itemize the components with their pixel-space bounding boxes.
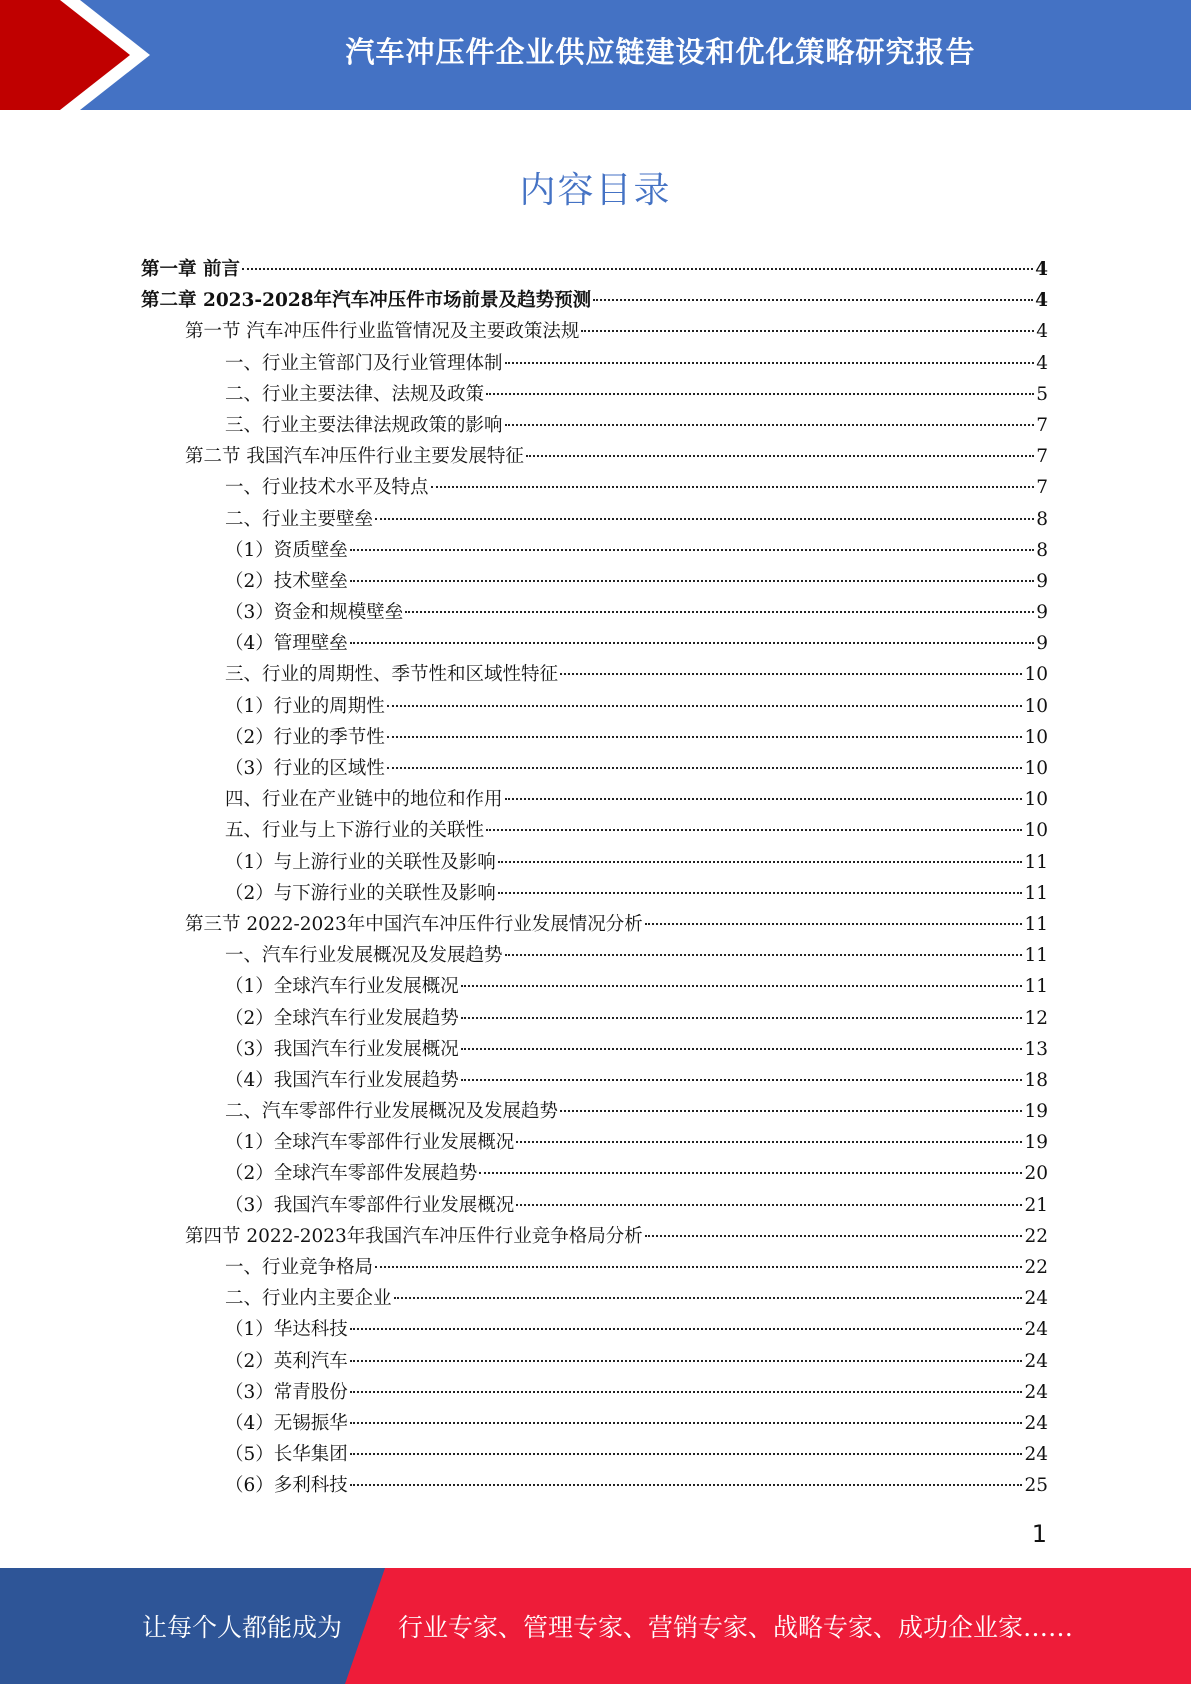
toc-entry-page: 4: [1035, 259, 1048, 280]
footer-banner: [0, 1568, 1191, 1684]
toc-entry-label: 第一节 汽车冲压件行业监管情况及主要政策法规: [185, 321, 580, 343]
toc-entry[interactable]: [141, 504, 1048, 535]
toc-entry-page: 5: [1036, 383, 1048, 405]
toc-entry-page: 10: [1024, 726, 1048, 748]
toc-leader-dots: [505, 954, 1023, 956]
toc-entry[interactable]: [141, 971, 1048, 1002]
table-of-contents: [141, 254, 1048, 1502]
toc-entry-label: 三、行业主要法律法规政策的影响: [225, 414, 503, 436]
toc-entry-page: 9: [1036, 633, 1048, 655]
toc-entry-label: 一、行业竞争格局: [225, 1257, 374, 1278]
toc-entry[interactable]: [141, 878, 1048, 909]
toc-entry-label: 一、汽车行业发展概况及发展趋势: [225, 945, 503, 967]
toc-entry-page: 11: [1024, 851, 1048, 873]
toc-entry-label: （2）技术壁垒: [225, 570, 348, 592]
toc-entry-page: 9: [1036, 602, 1048, 624]
toc-entry-label: 二、行业主要壁垒: [225, 508, 374, 530]
toc-leader-dots: [505, 798, 1023, 800]
toc-entry-label: （2）与下游行业的关联性及影响: [225, 882, 496, 904]
toc-entry[interactable]: [141, 1283, 1048, 1314]
toc-entry-page: 18: [1024, 1069, 1048, 1091]
toc-entry[interactable]: [141, 1314, 1048, 1345]
toc-entry-label: （3）行业的区域性: [225, 758, 385, 779]
toc-entry-page: 8: [1036, 539, 1048, 561]
toc-entry-label: （4）我国汽车行业发展趋势: [225, 1069, 459, 1091]
toc-entry-page: 13: [1024, 1038, 1048, 1060]
toc-entry-label: 四、行业在产业链中的地位和作用: [225, 789, 503, 811]
toc-entry[interactable]: [141, 1439, 1048, 1470]
toc-entry[interactable]: [141, 1252, 1048, 1283]
toc-entry-label: （1）全球汽车行业发展概况: [225, 976, 459, 998]
toc-entry[interactable]: [141, 472, 1048, 503]
toc-entry[interactable]: [141, 847, 1048, 878]
toc-entry-page: 4: [1036, 321, 1048, 343]
footer-slogan-left: 让每个人都能成为: [142, 1613, 343, 1642]
toc-entry-page: 12: [1024, 1007, 1048, 1029]
toc-entry-page: 8: [1036, 508, 1048, 530]
toc-entry-label: （1）全球汽车零部件行业发展概况: [225, 1132, 515, 1154]
toc-entry-label: 五、行业与上下游行业的关联性: [225, 820, 485, 842]
toc-entry-label: （1）资质壁垒: [225, 539, 348, 561]
toc-title: 内容目录: [519, 170, 672, 211]
toc-leader-dots: [387, 767, 1023, 769]
toc-entry[interactable]: [141, 753, 1048, 784]
toc-entry[interactable]: [141, 628, 1048, 659]
toc-entry[interactable]: [141, 410, 1048, 441]
toc-entry[interactable]: [141, 379, 1048, 410]
toc-entry-page: 24: [1024, 1444, 1048, 1466]
toc-entry-page: 11: [1024, 976, 1048, 998]
toc-leader-dots: [560, 1110, 1022, 1112]
toc-entry-page: 10: [1024, 664, 1048, 686]
toc-entry[interactable]: [141, 348, 1048, 379]
toc-entry[interactable]: [141, 316, 1048, 347]
page-number: 1: [1031, 1520, 1047, 1548]
toc-entry-label: 第三节 2022-2023年中国汽车冲压件行业发展情况分析: [185, 913, 643, 935]
toc-entry-page: 19: [1024, 1101, 1048, 1123]
toc-leader-dots: [461, 985, 1023, 987]
toc-leader-dots: [375, 518, 1034, 520]
toc-entry-label: （2）行业的季节性: [225, 726, 385, 748]
report-title: 汽车冲压件企业供应链建设和优化策略研究报告: [345, 34, 976, 69]
toc-entry-page: 11: [1024, 945, 1048, 967]
toc-entry-label: （2）全球汽车零部件发展趋势: [225, 1163, 478, 1185]
toc-entry-label: （1）华达科技: [225, 1319, 348, 1341]
toc-entry-label: （3）常青股份: [225, 1381, 348, 1403]
toc-entry-label: （2）英利汽车: [225, 1350, 348, 1372]
toc-entry-label: （2）全球汽车行业发展趋势: [225, 1007, 459, 1029]
toc-entry-label: 一、行业主管部门及行业管理体制: [225, 352, 503, 374]
toc-entry-page: 7: [1036, 477, 1048, 499]
toc-entry-page: 24: [1024, 1412, 1048, 1434]
toc-entry[interactable]: [141, 254, 1048, 285]
toc-entry-label: 二、行业主要法律、法规及政策: [225, 383, 485, 405]
toc-leader-dots: [387, 736, 1023, 738]
toc-leader-dots: [350, 1328, 1023, 1330]
toc-entry-label: （1）行业的周期性: [225, 695, 385, 717]
toc-leader-dots: [461, 1048, 1023, 1050]
toc-entry[interactable]: [141, 441, 1048, 472]
toc-entry-page: 19: [1024, 1132, 1048, 1154]
toc-entry[interactable]: [141, 1346, 1048, 1377]
toc-leader-dots: [350, 1453, 1023, 1455]
toc-entry-page: 7: [1036, 446, 1048, 468]
toc-entry[interactable]: [141, 1003, 1048, 1034]
header-banner: [0, 0, 1191, 110]
toc-leader-dots: [505, 424, 1035, 426]
toc-leader-dots: [645, 1235, 1023, 1237]
toc-entry-page: 24: [1024, 1350, 1048, 1372]
toc-leader-dots: [479, 1172, 1022, 1174]
toc-entry-label: 一、行业技术水平及特点: [225, 477, 429, 499]
toc-leader-dots: [581, 330, 1034, 332]
toc-entry-label: （3）我国汽车行业发展概况: [225, 1038, 459, 1060]
footer-slogan-right: 行业专家、管理专家、营销专家、战略专家、成功企业家……: [398, 1613, 1074, 1642]
toc-entry-page: 10: [1024, 820, 1048, 842]
toc-leader-dots: [645, 923, 1023, 925]
toc-entry-page: 10: [1024, 789, 1048, 811]
toc-entry-label: （4）无锡振华: [225, 1412, 348, 1434]
toc-entry[interactable]: [141, 1065, 1048, 1096]
toc-entry[interactable]: [141, 909, 1048, 940]
toc-leader-dots: [350, 1484, 1023, 1486]
toc-leader-dots: [350, 1391, 1023, 1393]
toc-leader-dots: [498, 892, 1023, 894]
toc-entry[interactable]: [141, 1470, 1048, 1501]
toc-entry[interactable]: [141, 1158, 1048, 1189]
toc-entry-page: 25: [1024, 1475, 1048, 1497]
toc-leader-dots: [350, 1422, 1023, 1424]
toc-entry-page: 9: [1036, 570, 1048, 592]
toc-entry-label: 第四节 2022-2023年我国汽车冲压件行业竞争格局分析: [185, 1225, 643, 1247]
toc-entry-page: 24: [1024, 1381, 1048, 1403]
toc-leader-dots: [242, 268, 1033, 270]
toc-entry[interactable]: [141, 815, 1048, 846]
toc-entry-label: （4）管理壁垒: [225, 633, 348, 655]
toc-entry-page: 11: [1024, 913, 1048, 935]
toc-leader-dots: [526, 455, 1034, 457]
toc-entry[interactable]: [141, 940, 1048, 971]
toc-leader-dots: [350, 642, 1034, 644]
toc-leader-dots: [498, 861, 1023, 863]
toc-entry-page: 10: [1024, 695, 1048, 717]
toc-entry-page: 22: [1024, 1257, 1048, 1278]
toc-entry[interactable]: [141, 659, 1048, 690]
toc-entry-page: 4: [1035, 290, 1048, 312]
toc-entry-page: 4: [1036, 352, 1048, 374]
toc-entry[interactable]: [141, 1377, 1048, 1408]
toc-leader-dots: [486, 393, 1034, 395]
toc-leader-dots: [486, 829, 1022, 831]
toc-entry-page: 24: [1024, 1288, 1048, 1310]
toc-leader-dots: [350, 549, 1034, 551]
toc-entry[interactable]: [141, 1096, 1048, 1127]
toc-leader-dots: [350, 580, 1034, 582]
toc-leader-dots: [431, 486, 1035, 488]
toc-entry-label: （5）长华集团: [225, 1444, 348, 1466]
toc-entry[interactable]: [141, 597, 1048, 628]
toc-entry-label: 第一章 前言: [141, 259, 240, 280]
toc-entry-label: （1）与上游行业的关联性及影响: [225, 851, 496, 873]
toc-entry-page: 10: [1024, 758, 1048, 779]
toc-entry-label: （3）资金和规模壁垒: [225, 602, 404, 624]
toc-leader-dots: [516, 1141, 1022, 1143]
toc-leader-dots: [387, 705, 1023, 707]
toc-entry[interactable]: [141, 566, 1048, 597]
toc-entry-label: 三、行业的周期性、季节性和区域性特征: [225, 664, 559, 686]
toc-leader-dots: [505, 362, 1035, 364]
toc-entry[interactable]: [141, 535, 1048, 566]
toc-entry-page: 22: [1024, 1225, 1048, 1247]
toc-entry-page: 24: [1024, 1319, 1048, 1341]
toc-entry-page: 20: [1024, 1163, 1048, 1185]
toc-leader-dots: [593, 299, 1033, 301]
toc-entry-page: 11: [1024, 882, 1048, 904]
toc-entry[interactable]: [141, 691, 1048, 722]
toc-entry-label: （6）多利科技: [225, 1475, 348, 1497]
toc-leader-dots: [405, 611, 1034, 613]
toc-entry[interactable]: [141, 1408, 1048, 1439]
toc-entry[interactable]: [141, 722, 1048, 753]
toc-entry[interactable]: [141, 784, 1048, 815]
toc-entry-label: 第二章 2023-2028年汽车冲压件市场前景及趋势预测: [141, 290, 592, 312]
toc-entry-label: （3）我国汽车零部件行业发展概况: [225, 1194, 515, 1216]
toc-leader-dots: [394, 1297, 1023, 1299]
toc-entry-label: 第二节 我国汽车冲压件行业主要发展特征: [185, 446, 524, 468]
toc-entry[interactable]: [141, 285, 1048, 316]
toc-entry[interactable]: [141, 1221, 1048, 1252]
toc-entry[interactable]: [141, 1127, 1048, 1158]
toc-leader-dots: [350, 1360, 1023, 1362]
toc-entry-page: 7: [1036, 414, 1048, 436]
toc-leader-dots: [461, 1017, 1023, 1019]
toc-entry-label: 二、行业内主要企业: [225, 1288, 392, 1310]
toc-leader-dots: [375, 1266, 1022, 1268]
toc-entry-label: 二、汽车零部件行业发展概况及发展趋势: [225, 1101, 559, 1123]
toc-entry-page: 21: [1024, 1194, 1048, 1216]
toc-entry[interactable]: [141, 1034, 1048, 1065]
toc-leader-dots: [461, 1079, 1023, 1081]
toc-leader-dots: [516, 1204, 1022, 1206]
toc-leader-dots: [560, 673, 1022, 675]
toc-entry[interactable]: [141, 1190, 1048, 1221]
